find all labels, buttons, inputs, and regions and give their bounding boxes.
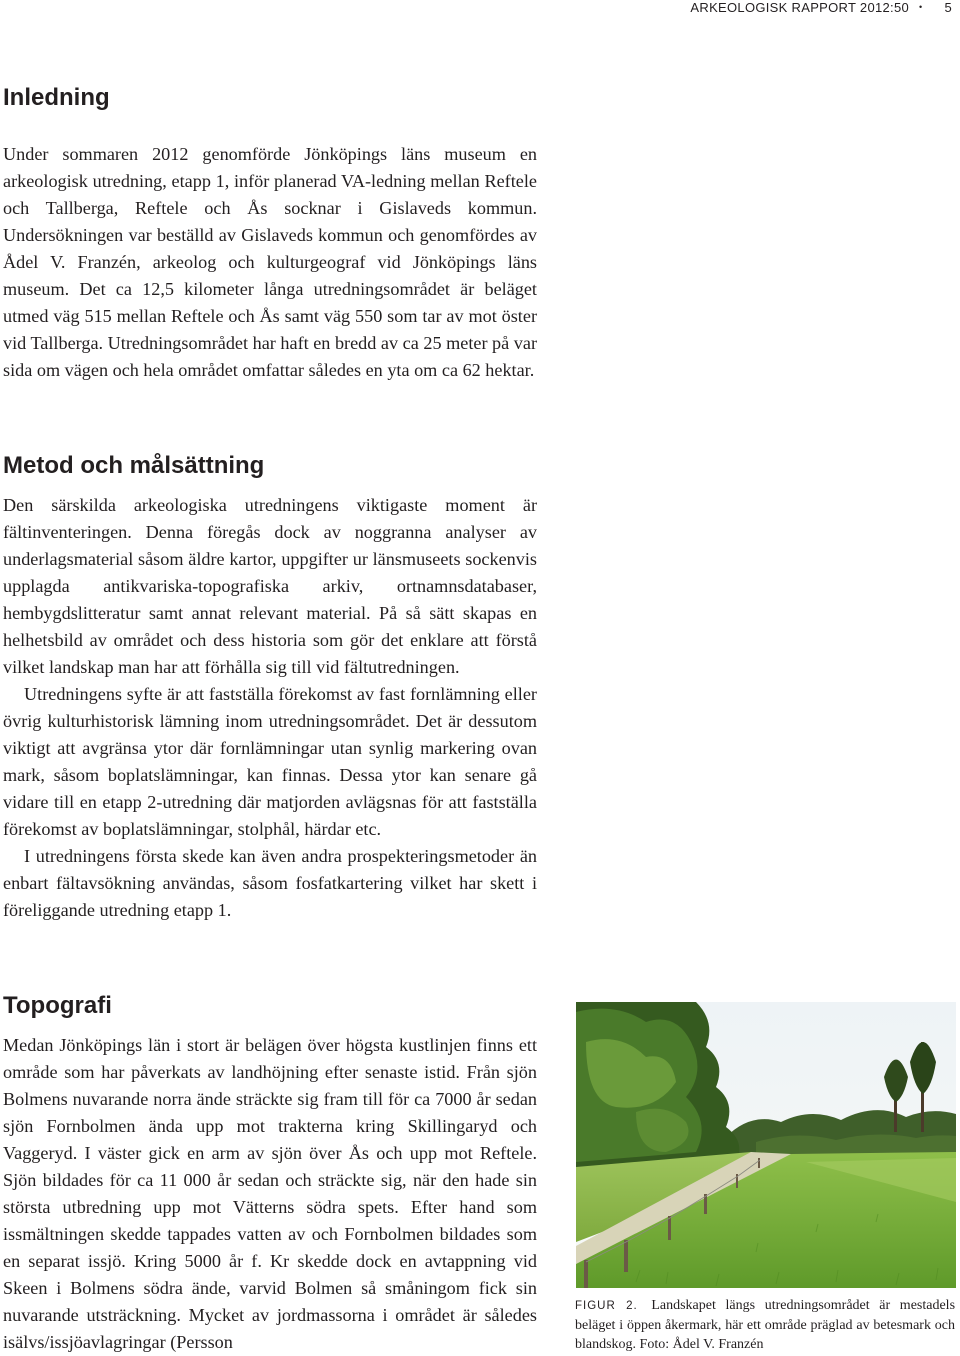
running-head: [690, 0, 960, 14]
section-topografi-body: [3, 1032, 537, 1356]
paragraph: I utredningens första skede kan även andra prospekteringsmetoder än enbart fältavsökning användas, såsom fosfatkartering vilket har skett i föreliggande utredning etapp 1.: [3, 846, 537, 920]
section-metod-body: [3, 492, 537, 924]
heading-topografi: Topografi: [3, 992, 112, 1019]
heading-metod: Metod och målsättning: [3, 452, 265, 479]
landscape-photo: [576, 1002, 956, 1288]
paragraph: Den särskilda arkeologiska utredningens viktigaste moment är fältinventeringen. Denna föregås dock av noggranna analyser av underlagsmaterial såsom äldre kartor, uppgifter ur länsmuseets sockenvis upplagda antikvariska-topografiska arkiv, ortnamnsdatabaser, hembygdslitteratur samt annat relevant material. På så sätt skapas en helhetsbild av området och dess historia som gör det enklare att förstå vilket landskap man har att förhålla sig till vid fältutredningen.: [3, 495, 537, 677]
section-inledning-body: [3, 141, 537, 384]
bullet-separator: •: [919, 2, 923, 12]
heading-inledning: Inledning: [3, 84, 110, 111]
paragraph: Medan Jönköpings län i stort är belägen över högsta kustlinjen finns ett område som har påverkats av landhöjning efter senaste istid. Från sjön Bolmens nuvarande norra ände sträckte sig fram till för ca 7000 år sedan sjön Fornbolmen ända upp mot trakterna kring Skillingaryd och Vaggeryd. I väster gick en arm av sjön över Ås och upp mot Reftele. Sjön bildades för ca 11 000 år sedan och sträckte sig, när den hade sin största utbredning upp mot Vätterns södra spets. Efter hand som issmältningen skedde tappades vatten av och Fornbolmen bildades som en separat issjö. Kring 5000 år f. Kr skedde dock en avtappning vid Skeen i Bolmens södra ände, varvid Bolmen så småningom fick sin nuvarande utsträckning. Mycket av jordmassorna i området är således isälvs/issjöavlagringar (Persson: [3, 1035, 537, 1352]
paragraph: Under sommaren 2012 genomförde Jönköpings läns museum en arkeologisk utredning, etapp 1, inför planerad VA-ledning mellan Reftele och Tallberga, Reftele och Ås socknar i Gislaveds kommun. Undersökningen var beställd av Gislaveds kommun och genomfördes av Ådel V. Franzén, arkeolog och kulturgeograf vid Jönköpings läns museum. Det ca 12,5 kilometer långa utredningsområdet är beläget utmed väg 515 mellan Reftele och Ås samt väg 550 som tar av mot öster vid Tallberga. Utredningsområdet har haft en bredd av ca 25 meter på var sida om vägen och hela området omfattar således en yta om ca 62 hektar.: [3, 144, 537, 380]
report-title: ARKEOLOGISK RAPPORT 2012:50: [690, 0, 910, 15]
figure-label: FIGUR 2.: [575, 1300, 638, 1312]
paragraph: Utredningens syfte är att fastställa förekomst av fast fornlämning eller övrig kulturhistorisk lämning inom utredningsområdet. Det är dessutom viktigt att avgränsa ytor där fornlämningar utan synlig markering ovan mark, såsom boplatslämningar, kan finnas. Dessa ytor kan senare gå vidare till en etapp 2-utredning där matjorden avlägsnas för att fastställa förekomst av boplatslämningar, stolphål, härdar etc.: [3, 684, 537, 839]
figure-caption-text: Landskapet längs utredningsområdet är mestadels beläget i öppen åkermark, här ett område präglad av betesmark och blandskog. Foto: Ådel V. Franzén: [575, 1298, 956, 1352]
page-number: 5: [944, 0, 952, 15]
figure-caption: [575, 1296, 955, 1354]
